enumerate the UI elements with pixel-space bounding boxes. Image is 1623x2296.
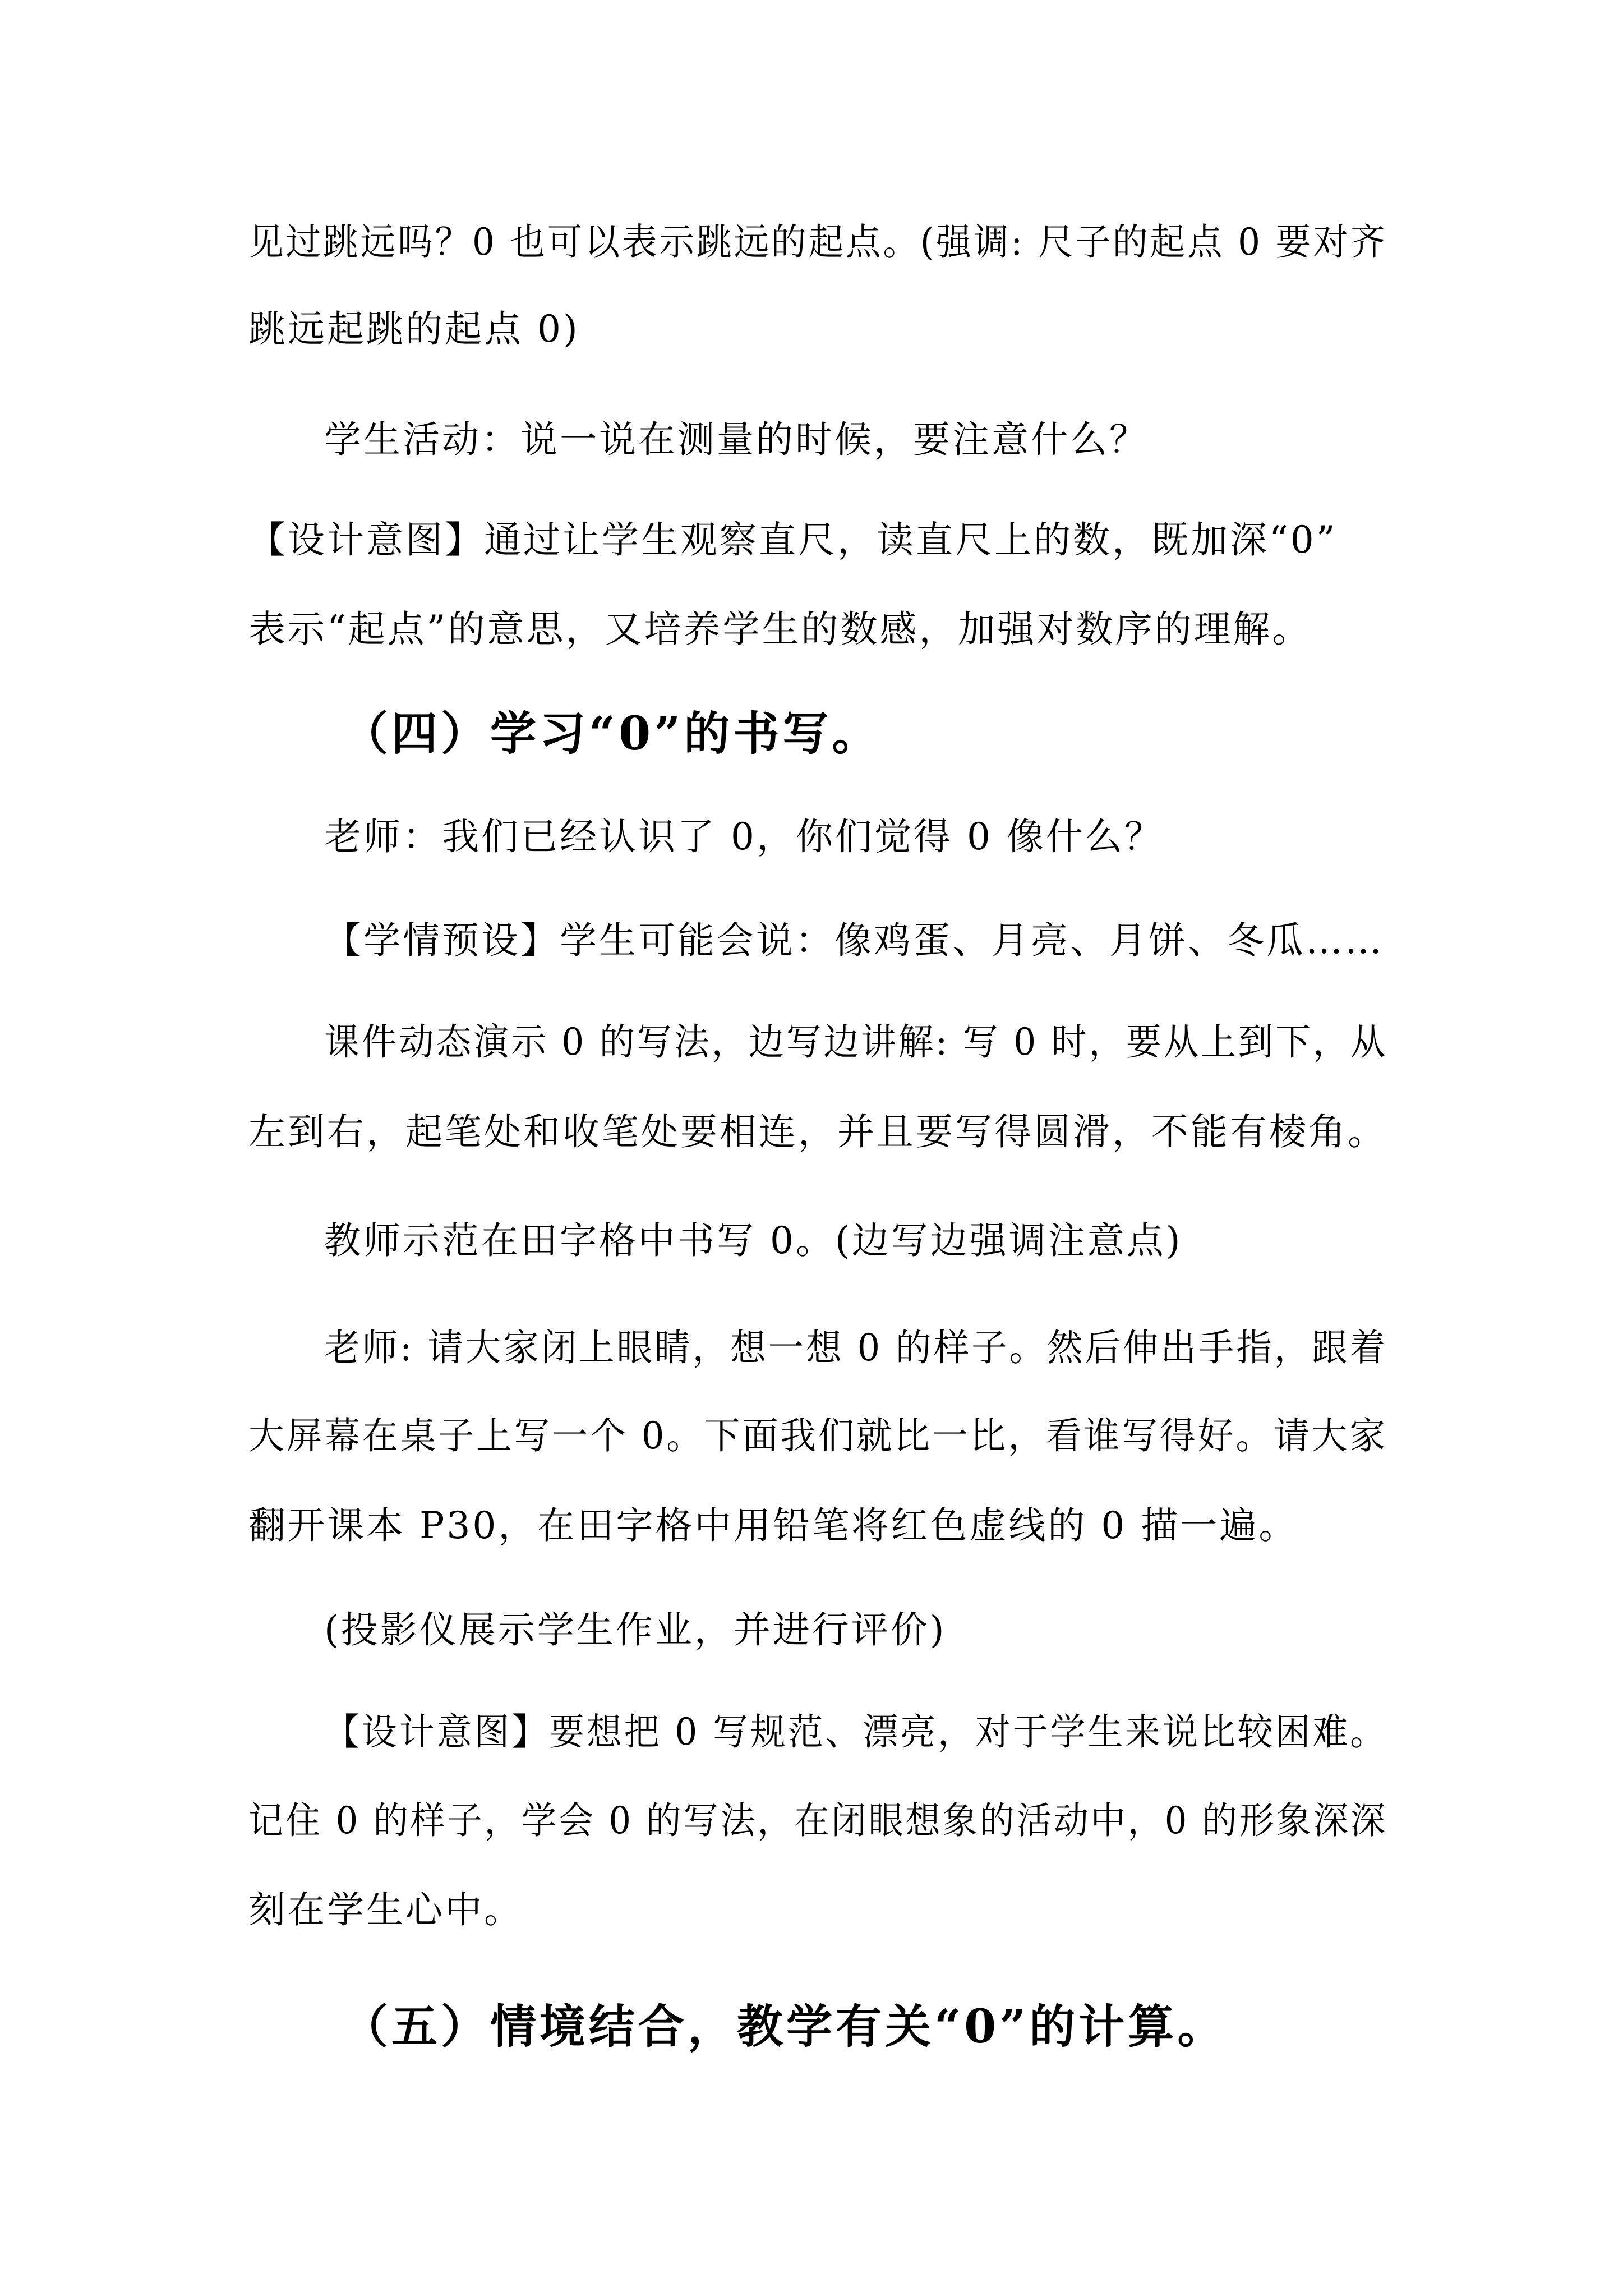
paragraph-line: 【学情预设】学生可能会说：像鸡蛋、月亮、月饼、冬瓜…… [324,919,1384,962]
paragraph-line: 老师: 请大家闭上眼睛，想一想 0 的样子。然后伸出手指，跟着 [324,1326,1388,1369]
paragraph-line: 教师示范在田字格中书写 0。(边写边强调注意点) [324,1219,1183,1262]
paragraph-line: 学生活动：说一说在测量的时候，要注意什么？ [324,418,1149,461]
paragraph-line: 【设计意图】要想把 0 写规范、漂亮，对于学生来说比较困难。 [324,1710,1387,1754]
paragraph-line: 记住 0 的样子，学会 0 的写法，在闭眼想象的活动中，0 的形象深深 [248,1799,1387,1842]
paragraph-line: 课件动态演示 0 的写法，边写边讲解: 写 0 时，要从上到下，从 [324,1020,1388,1064]
paragraph-line: 大屏幕在桌子上写一个 0。下面我们就比一比，看谁写得好。请大家 [248,1414,1388,1457]
paragraph-line: 见过跳远吗？0 也可以表示跳远的起点。(强调: 尺子的起点 0 要对齐 [248,220,1387,264]
paragraph-line: 老师：我们已经认识了 0，你们觉得 0 像什么？ [324,815,1164,858]
paragraph-line: 翻开课本 P30，在田字格中用铅笔将红色虚线的 0 描一遍。 [248,1504,1298,1547]
paragraph-line: 表示“起点”的意思，又培养学生的数感，加强对数序的理解。 [248,608,1312,651]
section-heading-5: （五）情境结合，教学有关“0”的计算。 [342,2000,1227,2054]
paragraph-line: (投影仪展示学生作业，并进行评价) [324,1608,947,1651]
paragraph-line: 左到右，起笔处和收笔处要相连，并且要写得圆滑，不能有棱角。 [248,1110,1387,1153]
paragraph-line: 【设计意图】通过让学生观察直尺，读直尺上的数，既加深“0” [248,518,1338,562]
paragraph-line: 跳远起跳的起点 0) [248,307,580,351]
paragraph-line: 刻在学生心中。 [248,1888,523,1931]
section-heading-4: （四）学习“0”的书写。 [342,707,882,761]
